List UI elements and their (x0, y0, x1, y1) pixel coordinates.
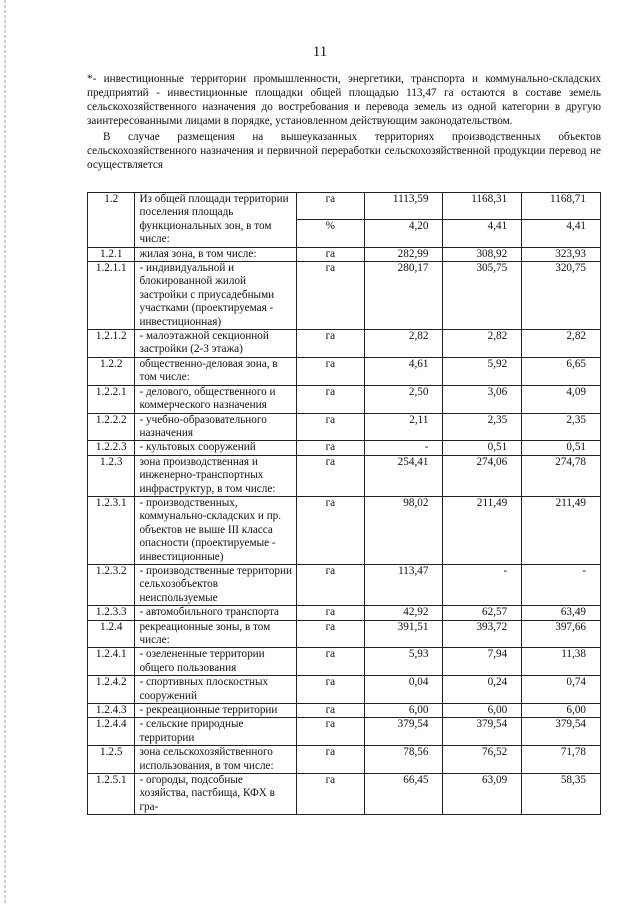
row-unit: га (297, 774, 365, 815)
row-code: 1.2.3.1 (88, 496, 135, 564)
row-unit: га (297, 606, 365, 620)
row-value-v3: 2,82 (522, 330, 601, 358)
row-name: - озелененные территории общего пользования (135, 648, 297, 676)
conversion-note-paragraph: В случае размещения на вышеуказанных территориях производственных объектов сельскохозяйственного назначения и первичной переработки сельскохозяйственной продукции перевод не осуществляется (87, 131, 601, 171)
table-row (88, 441, 601, 455)
row-value-v1: 6,00 (364, 704, 443, 718)
table-row (88, 648, 601, 676)
row-code: 1.2.3 (88, 455, 135, 496)
table-row (88, 193, 601, 220)
row-code: 1.2.4 (88, 620, 135, 648)
row-code: 1.2.2.3 (88, 441, 135, 455)
table-row (88, 676, 601, 704)
row-value-v1: 2,82 (364, 330, 443, 358)
row-name: - малоэтажной секционной застройки (2-3 этажа) (135, 330, 297, 358)
row-unit: га (297, 496, 365, 564)
row-unit: га (297, 413, 365, 441)
row-value-v2: 0,51 (443, 441, 522, 455)
row-code: 1.2.1 (88, 247, 135, 261)
row-value-v2: 379,54 (443, 718, 522, 746)
row-value-v2: 62,57 (443, 606, 522, 620)
row-value-v1: 282,99 (364, 247, 443, 261)
row-value-v3: 63,49 (522, 606, 601, 620)
row-name: - автомобильного транспорта (135, 606, 297, 620)
row-code: 1.2.4.1 (88, 648, 135, 676)
row-value-v2: 76,52 (443, 746, 522, 774)
row-value-v2: 274,06 (443, 455, 522, 496)
row-value-v2: 2,35 (443, 413, 522, 441)
row-unit: га (297, 704, 365, 718)
row-value-v3: 58,35 (522, 774, 601, 815)
row-value-v1: 4,20 (364, 220, 443, 247)
row-value-v2: - (443, 564, 522, 605)
row-code: 1.2.2.1 (88, 385, 135, 413)
row-value-v1: 2,11 (364, 413, 443, 441)
row-name: зона производственная и инженерно-транспортных инфраструктур, в том числе: (135, 455, 297, 496)
row-unit: га (297, 648, 365, 676)
table-row (88, 620, 601, 648)
row-unit: га (297, 620, 365, 648)
row-value-v3: 11,38 (522, 648, 601, 676)
row-code: 1.2.4.4 (88, 718, 135, 746)
row-value-v1: 98,02 (364, 496, 443, 564)
row-value-v2: 0,24 (443, 676, 522, 704)
table-body (88, 193, 601, 815)
row-value-v3: 379,54 (522, 718, 601, 746)
page-number: 11 (312, 44, 328, 60)
table-row (88, 746, 601, 774)
row-value-v3: 320,75 (522, 262, 601, 330)
row-name: - спортивных плоскостных сооружений (135, 676, 297, 704)
row-unit: га (297, 385, 365, 413)
row-code: 1.2.2.2 (88, 413, 135, 441)
row-value-v2: 308,92 (443, 247, 522, 261)
row-value-v1: 42,92 (364, 606, 443, 620)
row-name: - огороды, подсобные хозяйства, пастбища, КФХ в гра- (135, 774, 297, 815)
row-value-v1: - (364, 441, 443, 455)
row-value-v1: 1113,59 (364, 193, 443, 220)
row-value-v1: 113,47 (364, 564, 443, 605)
row-value-v1: 2,50 (364, 385, 443, 413)
row-name: общественно-деловая зона, в том числе: (135, 357, 297, 385)
row-unit: га (297, 746, 365, 774)
functional-zones-table (87, 192, 601, 815)
row-name: Из общей площади территории поселения площадь функциональных зон, в том числе: (135, 193, 297, 248)
row-value-v3: - (522, 564, 601, 605)
row-value-v3: 323,93 (522, 247, 601, 261)
table-row (88, 357, 601, 385)
row-code: 1.2.1.1 (88, 262, 135, 330)
row-code: 1.2.5 (88, 746, 135, 774)
row-name: рекреационные зоны, в том числе: (135, 620, 297, 648)
row-value-v2: 3,06 (443, 385, 522, 413)
table-row (88, 330, 601, 358)
row-unit: га (297, 564, 365, 605)
footnote-block (87, 72, 601, 172)
row-name: зона сельскохозяйственного использования, в том числе: (135, 746, 297, 774)
row-value-v3: 6,65 (522, 357, 601, 385)
row-value-v3: 397,66 (522, 620, 601, 648)
row-value-v1: 66,45 (364, 774, 443, 815)
row-name: - сельские природные территории (135, 718, 297, 746)
row-value-v2: 5,92 (443, 357, 522, 385)
row-value-v3: 274,78 (522, 455, 601, 496)
table-row (88, 704, 601, 718)
row-value-v1: 4,61 (364, 357, 443, 385)
row-value-v3: 4,09 (522, 385, 601, 413)
row-value-v2: 393,72 (443, 620, 522, 648)
row-unit: га (297, 718, 365, 746)
row-code: 1.2 (88, 193, 135, 248)
table-row (88, 564, 601, 605)
row-value-v2: 6,00 (443, 704, 522, 718)
row-value-v1: 5,93 (364, 648, 443, 676)
row-value-v2: 305,75 (443, 262, 522, 330)
row-value-v2: 1168,31 (443, 193, 522, 220)
row-unit: га (297, 357, 365, 385)
row-value-v3: 1168,71 (522, 193, 601, 220)
row-unit: га (297, 262, 365, 330)
row-name: - делового, общественного и коммерческого назначения (135, 385, 297, 413)
table-row (88, 262, 601, 330)
row-unit: га (297, 193, 365, 220)
scan-edge-shadow (4, 0, 6, 905)
row-value-v1: 0,04 (364, 676, 443, 704)
row-value-v3: 4,41 (522, 220, 601, 247)
row-value-v3: 0,74 (522, 676, 601, 704)
table-row (88, 385, 601, 413)
row-value-v3: 0,51 (522, 441, 601, 455)
table-row (88, 413, 601, 441)
row-name: - рекреационные территории (135, 704, 297, 718)
table-row (88, 774, 601, 815)
row-value-v1: 254,41 (364, 455, 443, 496)
row-unit: га (297, 330, 365, 358)
row-unit: га (297, 441, 365, 455)
row-value-v1: 78,56 (364, 746, 443, 774)
table-row (88, 606, 601, 620)
row-value-v3: 71,78 (522, 746, 601, 774)
table-row (88, 718, 601, 746)
row-unit: га (297, 455, 365, 496)
row-value-v2: 7,94 (443, 648, 522, 676)
row-code: 1.2.3.2 (88, 564, 135, 605)
row-value-v2: 211,49 (443, 496, 522, 564)
row-name: жилая зона, в том числе: (135, 247, 297, 261)
row-value-v1: 391,51 (364, 620, 443, 648)
row-unit: % (297, 220, 365, 247)
row-code: 1.2.1.2 (88, 330, 135, 358)
row-code: 1.2.5.1 (88, 774, 135, 815)
row-unit: га (297, 676, 365, 704)
row-code: 1.2.3.3 (88, 606, 135, 620)
footnote-paragraph: *- инвестиционные территории промышленности, энергетики, транспорта и коммунально-складских предприятий - инвестиционные площадки общей площадью 113,47 га остаются в составе земель сельскохозяйственного назначения до востребования и перевода земель из одной категории в другую заинтересованными лицами в порядке, установленном действующим законодательством. (87, 73, 601, 127)
row-name: - культовых сооружений (135, 441, 297, 455)
row-value-v3: 211,49 (522, 496, 601, 564)
table-row (88, 455, 601, 496)
row-unit: га (297, 247, 365, 261)
row-value-v3: 6,00 (522, 704, 601, 718)
row-value-v1: 280,17 (364, 262, 443, 330)
row-value-v1: 379,54 (364, 718, 443, 746)
row-code: 1.2.4.3 (88, 704, 135, 718)
row-name: - производственные территории сельхозобъектов неиспользуемые (135, 564, 297, 605)
row-value-v2: 4,41 (443, 220, 522, 247)
row-value-v2: 2,82 (443, 330, 522, 358)
table-row (88, 247, 601, 261)
row-name: - индивидуальной и блокированной жилой застройки с приусадебными участками (проектируемая - инвестиционная) (135, 262, 297, 330)
row-code: 1.2.4.2 (88, 676, 135, 704)
row-value-v2: 63,09 (443, 774, 522, 815)
table-row (88, 496, 601, 564)
row-value-v3: 2,35 (522, 413, 601, 441)
row-name: - производственных, коммунально-складских и пр. объектов не выше III класса опасности (проектируемые - инвестиционные) (135, 496, 297, 564)
row-name: - учебно-образовательного назначения (135, 413, 297, 441)
row-code: 1.2.2 (88, 357, 135, 385)
